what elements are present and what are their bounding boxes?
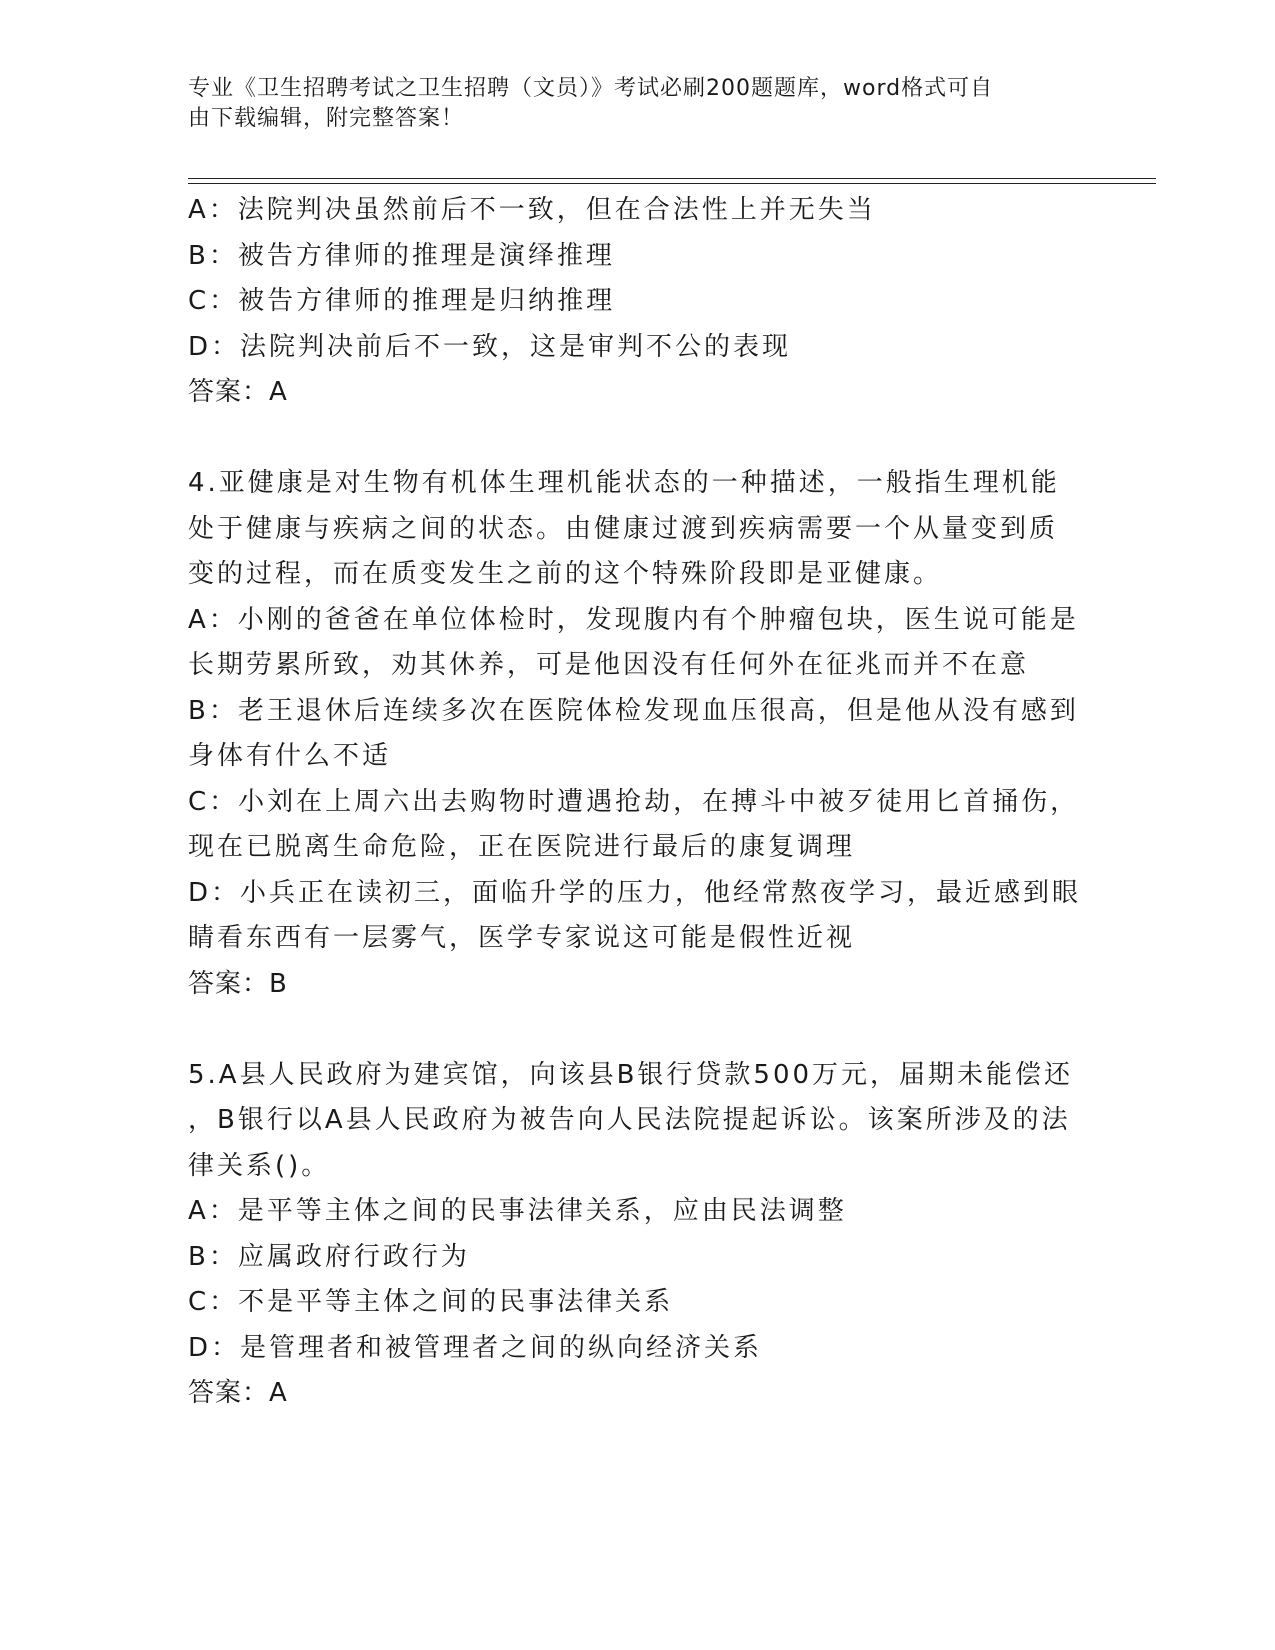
- question-stem: 变的过程，而在质变发生之前的这个特殊阶段即是亚健康。: [188, 559, 943, 589]
- question-stem: 5.A县人民政府为建宾馆，向该县B银行贷款500万元，届期未能偿还: [188, 1059, 1074, 1090]
- question-stem: ，B银行以A县人民政府为被告向人民法院提起诉讼。该案所涉及的法: [188, 1105, 1071, 1135]
- header-divider: [188, 183, 1156, 184]
- question-5: [188, 1053, 1088, 1417]
- option-d: D：是管理者和被管理者之间的纵向经济关系: [188, 1332, 763, 1363]
- option-c: 现在已脱离生命危险，正在医院进行最后的康复调理: [188, 832, 856, 862]
- question-content: [188, 188, 1088, 1417]
- answer: 答案：B: [188, 968, 288, 999]
- option-c: C：小刘在上周六出去购物时遭遇抢劫，在搏斗中被歹徒用匕首捅伤，: [188, 786, 1080, 817]
- option-b: B：被告方律师的推理是演绎推理: [188, 240, 615, 271]
- question-4: [188, 461, 1088, 1007]
- spacer: [188, 416, 1088, 462]
- option-a: 长期劳累所致，劝其休养，可是他因没有任何外在征兆而并不在意: [188, 650, 1030, 680]
- answer: 答案：A: [188, 377, 288, 407]
- option-d: D：法院判决前后不一致，这是审判不公的表现: [188, 331, 792, 362]
- question-stem: 律关系()。: [188, 1150, 331, 1181]
- header-line: 专业《卫生招聘考试之卫生招聘（文员）》考试必刷200题题库，word格式可自: [188, 76, 994, 101]
- option-a: A：小刚的爸爸在单位体检时，发现腹内有个肿瘤包块，医生说可能是: [188, 604, 1079, 635]
- option-b: 身体有什么不适: [188, 741, 392, 771]
- option-a: A：法院判决虽然前后不一致，但在合法性上并无失当: [188, 195, 876, 225]
- header-divider: [188, 178, 1156, 179]
- option-d: 睛看东西有一层雾气，医学专家说这可能是假性近视: [188, 923, 856, 953]
- document-header: [188, 74, 1068, 134]
- header-line: 由下载编辑，附完整答案！: [188, 106, 465, 131]
- option-c: C：被告方律师的推理是归纳推理: [188, 286, 616, 316]
- question-3: [188, 188, 1088, 416]
- option-a: A：是平等主体之间的民事法律关系，应由民法调整: [188, 1196, 847, 1226]
- answer: 答案：A: [188, 1378, 288, 1408]
- spacer: [188, 1007, 1088, 1053]
- option-d: D：小兵正在读初三，面临升学的压力，他经常熬夜学习，最近感到眼: [188, 877, 1082, 908]
- option-b: B：老王退休后连续多次在医院体检发现血压很高，但是他从没有感到: [188, 695, 1079, 726]
- question-stem: 4.亚健康是对生物有机体生理机能状态的一种描述，一般指生理机能: [188, 468, 1060, 498]
- option-c: C：不是平等主体之间的民事法律关系: [188, 1287, 674, 1317]
- option-b: B：应属政府行政行为: [188, 1241, 470, 1272]
- question-stem: 处于健康与疾病之间的状态。由健康过渡到疾病需要一个从量变到质: [188, 513, 1059, 544]
